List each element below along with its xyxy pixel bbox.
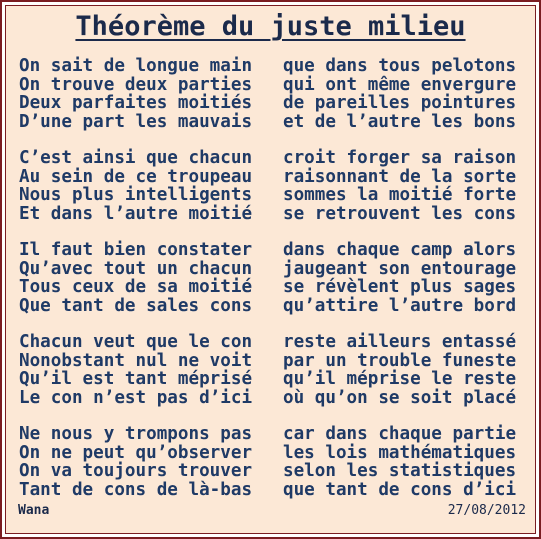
verse-right-hemistich: raisonnant de la sorte (283, 166, 517, 187)
verse-line (19, 297, 531, 316)
verse-left-hemistich: Nous plus intelligents (19, 185, 253, 205)
poem-date: 27/08/2012 (447, 503, 526, 518)
verse-right-hemistich: croit forger sa raison (283, 148, 517, 168)
verse-left-hemistich: On trouve deux parties (19, 74, 253, 95)
verse-left-hemistich: D’une part les mauvais (19, 111, 253, 132)
verse-left-hemistich: Et dans l’autre moitié (19, 203, 253, 224)
stanza-1 (19, 57, 531, 131)
author-signature: Wana (18, 503, 50, 518)
verse-right-hemistich: les lois mathématiques (283, 442, 517, 463)
verse-left-hemistich: Ne nous y trompons pas (19, 424, 253, 444)
verse-left-hemistich: Tant de cons de là-bas (19, 479, 253, 500)
verse-right-hemistich: qu’attire l’autre bord (283, 295, 517, 316)
verse-line (19, 241, 531, 260)
verse-right-hemistich: et de l’autre les bons (283, 111, 517, 132)
stanza-5 (19, 425, 531, 499)
verse-line (19, 462, 531, 481)
verse-line (19, 113, 531, 132)
verse-right-hemistich: que dans tous pelotons (283, 56, 517, 76)
verse-line (19, 444, 531, 463)
verse-line (19, 352, 531, 371)
poem-body (19, 57, 531, 517)
verse-line (19, 205, 531, 224)
verse-line (19, 425, 531, 444)
verse-left-hemistich: Chacun veut que le con (19, 332, 253, 352)
verse-right-hemistich: sommes la moitié forte (283, 185, 517, 205)
verse-line (19, 333, 531, 352)
verse-line (19, 168, 531, 187)
verse-right-hemistich: que tant de cons d’ici (283, 479, 517, 500)
stanza-4 (19, 333, 531, 407)
verse-line (19, 481, 531, 500)
verse-right-hemistich: qui ont même envergure (283, 74, 517, 95)
verse-left-hemistich: On sait de longue main (19, 56, 253, 76)
verse-left-hemistich: Le con n’est pas d’ici (19, 387, 253, 408)
verse-left-hemistich: On ne peut qu’observer (19, 442, 253, 463)
verse-right-hemistich: reste ailleurs entassé (283, 332, 517, 352)
verse-right-hemistich: se révèlent plus sages (283, 277, 517, 297)
verse-right-hemistich: par un trouble funeste (283, 350, 517, 371)
verse-right-hemistich: de pareilles pointures (283, 93, 517, 113)
verse-right-hemistich: dans chaque camp alors (283, 240, 517, 260)
verse-left-hemistich: Qu’il est tant méprisé (19, 369, 253, 389)
verse-line (19, 186, 531, 205)
verse-left-hemistich: Que tant de sales cons (19, 295, 253, 316)
verse-left-hemistich: Au sein de ce troupeau (19, 166, 253, 187)
verse-left-hemistich: Deux parfaites moitiés (19, 93, 253, 113)
verse-left-hemistich: Il faut bien constater (19, 240, 253, 260)
verse-right-hemistich: selon les statistiques (283, 461, 517, 481)
verse-left-hemistich: C’est ainsi que chacun (19, 148, 253, 168)
verse-right-hemistich: qu’il méprise le reste (283, 369, 517, 389)
verse-right-hemistich: se retrouvent les cons (283, 203, 517, 224)
verse-left-hemistich: On va toujours trouver (19, 461, 253, 481)
verse-right-hemistich: car dans chaque partie (283, 424, 517, 444)
verse-right-hemistich: jaugeant son entourage (283, 258, 517, 279)
stanza-3 (19, 241, 531, 315)
verse-line (19, 260, 531, 279)
verse-line (19, 278, 531, 297)
verse-left-hemistich: Nonobstant nul ne voit (19, 350, 253, 371)
stanza-2 (19, 149, 531, 223)
verse-line (19, 370, 531, 389)
verse-line (19, 94, 531, 113)
verse-line (19, 389, 531, 408)
poem-panel (5, 5, 536, 534)
verse-left-hemistich: Tous ceux de sa moitié (19, 277, 253, 297)
verse-line (19, 76, 531, 95)
poem-title: Théorème du juste milieu (75, 11, 466, 42)
verse-left-hemistich: Qu’avec tout un chacun (19, 258, 253, 279)
verse-right-hemistich: où qu’on se soit placé (283, 387, 517, 408)
verse-line (19, 149, 531, 168)
verse-line (19, 57, 531, 76)
